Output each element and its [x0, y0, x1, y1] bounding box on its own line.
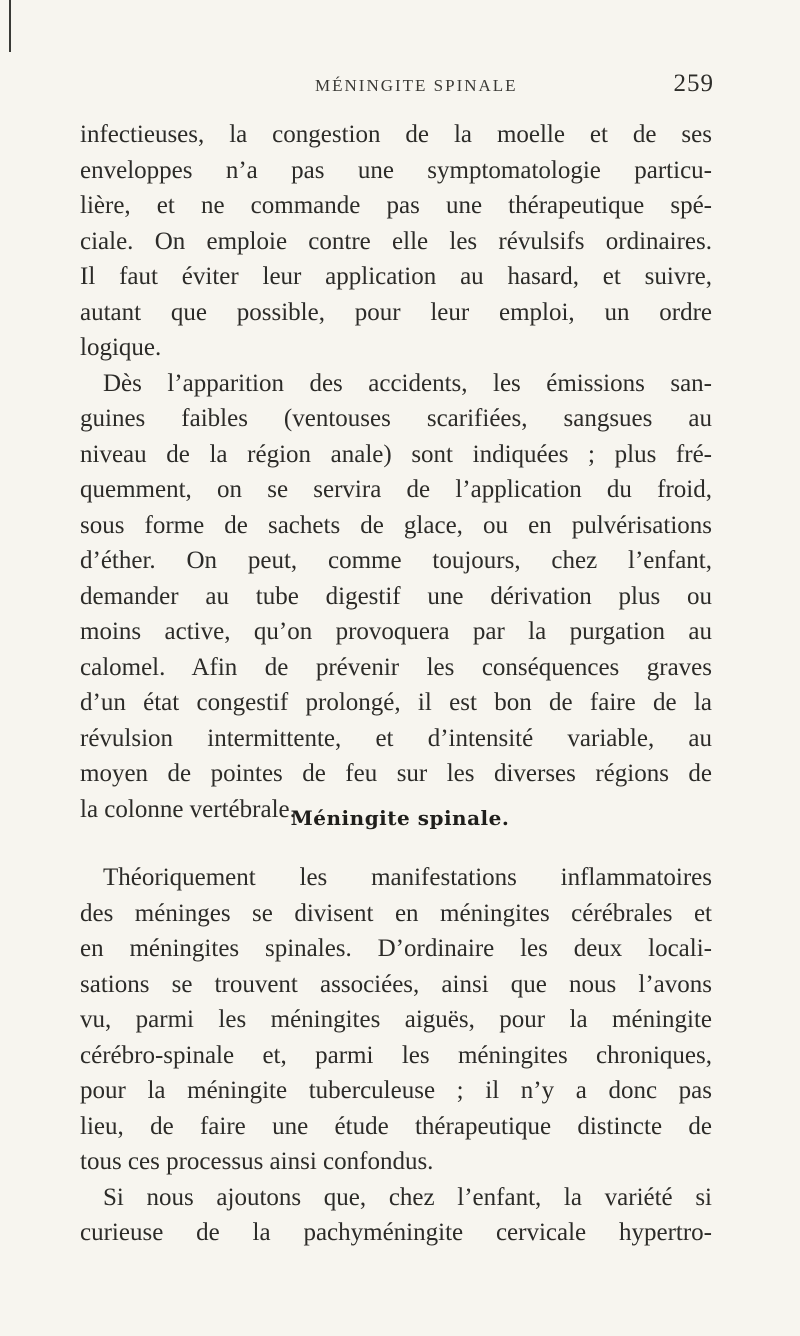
- text-line: lieu, de faire une étude thérapeutique distincte de: [80, 1112, 712, 1140]
- text-line: en méningites spinales. D’ordinaire les deux locali-: [80, 935, 712, 962]
- page-number: 259: [673, 70, 714, 97]
- text-line: guines faibles (ventouses scarifiées, sangsues au: [80, 405, 712, 432]
- text-line: enveloppes n’a pas une symptomatologie particu-: [80, 156, 712, 184]
- text-line: Théoriquement les manifestations inflammatoires: [103, 864, 712, 891]
- section-heading: Méningite spinale.: [290, 806, 510, 830]
- text-line: ciale. On emploie contre elle les révulsifs ordinaires.: [80, 227, 712, 255]
- text-line: lière, et ne commande pas une thérapeutique spé-: [80, 192, 712, 219]
- text-line: d’éther. On peut, comme toujours, chez l’enfant,: [80, 547, 712, 574]
- text-line: sations se trouvent associées, ainsi que nous l’avons: [80, 970, 712, 998]
- text-line: moins active, qu’on provoquera par la purgation au: [80, 618, 712, 645]
- text-line: infectieuses, la congestion de la moelle et de ses: [80, 121, 712, 148]
- body-text-bottom: [80, 860, 712, 1251]
- text-line: la colonne vertébrale.: [80, 795, 296, 823]
- text-line: quemment, on se servira de l’application du froid,: [80, 476, 712, 503]
- text-line: Il faut éviter leur application au hasard, et suivre,: [80, 263, 712, 290]
- body-text-top: [80, 117, 712, 827]
- text-line: pour la méningite tuberculeuse ; il n’y a donc pas: [80, 1077, 712, 1104]
- text-line: sous forme de sachets de glace, ou en pulvérisations: [80, 511, 712, 539]
- text-line: tous ces processus ainsi confondus.: [80, 1148, 434, 1175]
- text-line: d’un état congestif prolongé, il est bon de faire de la: [80, 689, 712, 716]
- text-line: niveau de la région anale) sont indiquées ; plus fré-: [80, 440, 712, 468]
- text-line: moyen de pointes de feu sur les diverses régions de: [80, 760, 712, 787]
- text-line: demander au tube digestif une dérivation plus ou: [80, 582, 712, 610]
- text-line: Si nous ajoutons que, chez l’enfant, la variété si: [103, 1183, 712, 1211]
- text-line: cérébro-spinale et, parmi les méningites chroniques,: [80, 1041, 712, 1069]
- text-line: Dès l’apparition des accidents, les émissions san-: [103, 369, 712, 397]
- text-line: logique.: [80, 334, 162, 361]
- text-line: calomel. Afin de prévenir les conséquences graves: [80, 653, 712, 681]
- text-line: vu, parmi les méningites aiguës, pour la méningite: [80, 1006, 712, 1033]
- text-line: curieuse de la pachyméningite cervicale hypertro-: [80, 1219, 712, 1246]
- text-line: des méninges se divisent en méningites cérébrales et: [80, 899, 712, 927]
- text-line: autant que possible, pour leur emploi, un ordre: [80, 298, 712, 326]
- running-title: MÉNINGITE SPINALE: [315, 76, 518, 95]
- running-head: [0, 70, 800, 102]
- text-line: révulsion intermittente, et d’intensité variable, au: [80, 724, 712, 752]
